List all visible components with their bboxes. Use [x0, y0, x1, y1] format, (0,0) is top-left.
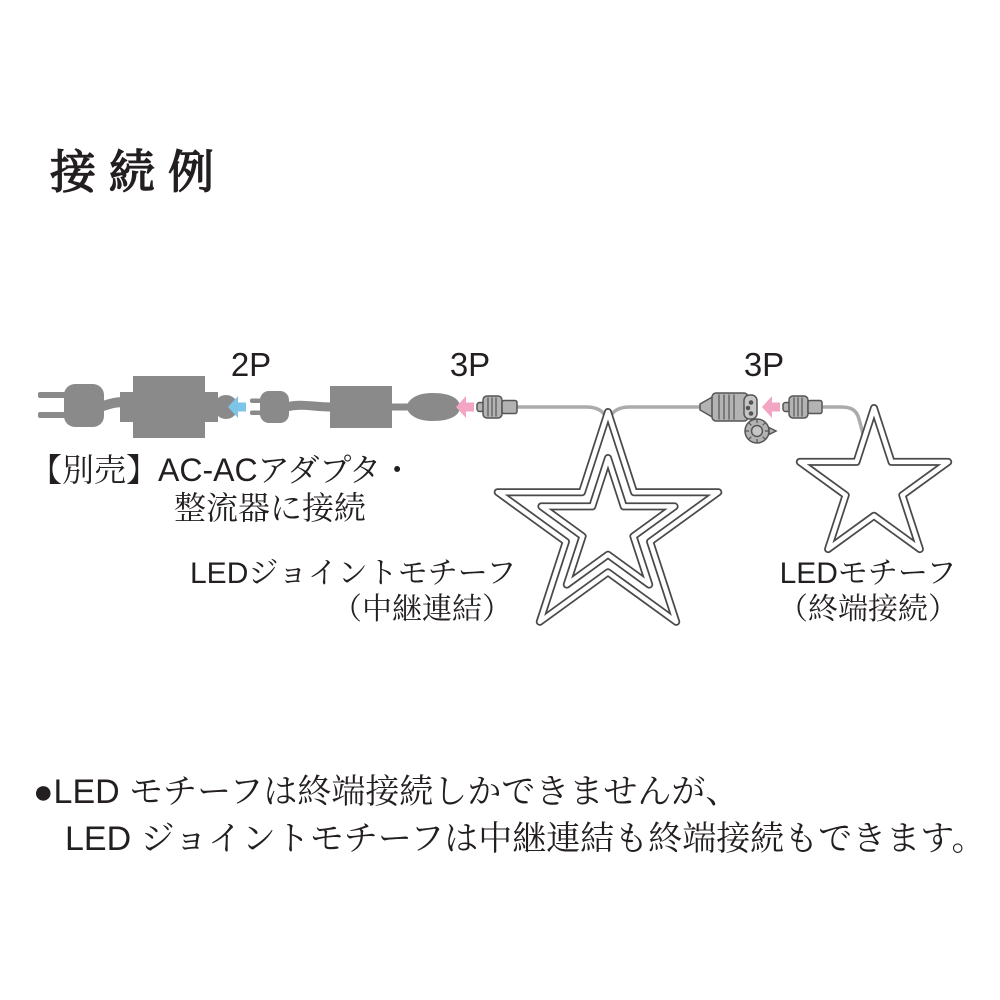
- adapter-mid: [120, 392, 218, 422]
- connector-barrel: [808, 401, 822, 414]
- note-line1: ●LED モチーフは終端接続しかできませんが、: [33, 773, 740, 811]
- end-cap-icon: [745, 419, 776, 443]
- wire-segment: [612, 407, 700, 414]
- wire-segment: [516, 407, 604, 414]
- cap-center: [752, 426, 763, 437]
- end-motif-name: LEDモチーフ: [779, 557, 957, 590]
- plug-2p-icon: [250, 391, 332, 423]
- plug-type-label-3p-right: 3P: [743, 346, 785, 383]
- adapter-caption-line1: 【別売】AC-ACアダプタ・: [30, 452, 414, 488]
- cord-connector-icon: [406, 393, 460, 421]
- joint-motif-mode: （中継連結）: [332, 593, 512, 626]
- joint-motif-star-icon: [498, 412, 719, 622]
- joint-motif-name: LEDジョイントモチーフ: [190, 557, 517, 590]
- controller-box-icon: [330, 386, 392, 428]
- adapter-caption-line2: 整流器に接続: [173, 490, 366, 526]
- wire-segment: [821, 407, 864, 438]
- plug-prong: [38, 392, 68, 398]
- connector-3p-male-icon: [783, 396, 822, 418]
- plug-type-label-3p-mid: 3P: [449, 346, 491, 383]
- ac-plug-icon: [38, 384, 126, 427]
- adapter-bottom: [133, 418, 205, 438]
- connector-3p-male-icon: [477, 396, 517, 418]
- end-motif-star-icon: [800, 408, 948, 549]
- plug-type-label-2p: 2P: [230, 346, 272, 383]
- page-title: 接続例: [50, 146, 227, 198]
- connector-3p-female-icon: [700, 393, 757, 421]
- connector-barrel: [502, 401, 517, 414]
- socket-body: [712, 393, 748, 421]
- adapter-caption: [30, 451, 414, 527]
- plug-2p-cord: [286, 405, 332, 407]
- plug-prong: [38, 412, 68, 418]
- explanatory-note: [33, 769, 986, 863]
- arrow-left-pink-icon: [456, 396, 474, 418]
- joint-motif-caption: [190, 556, 517, 628]
- end-motif-mode: （終端接続）: [778, 593, 958, 626]
- note-line2: LED ジョイントモチーフは中継連結も終端接続もできます。: [65, 820, 986, 858]
- ac-adapter-icon: [120, 376, 238, 438]
- cap-nub: [769, 428, 776, 435]
- end-motif-caption: [756, 556, 980, 628]
- arrow-left-pink-icon: [762, 396, 780, 418]
